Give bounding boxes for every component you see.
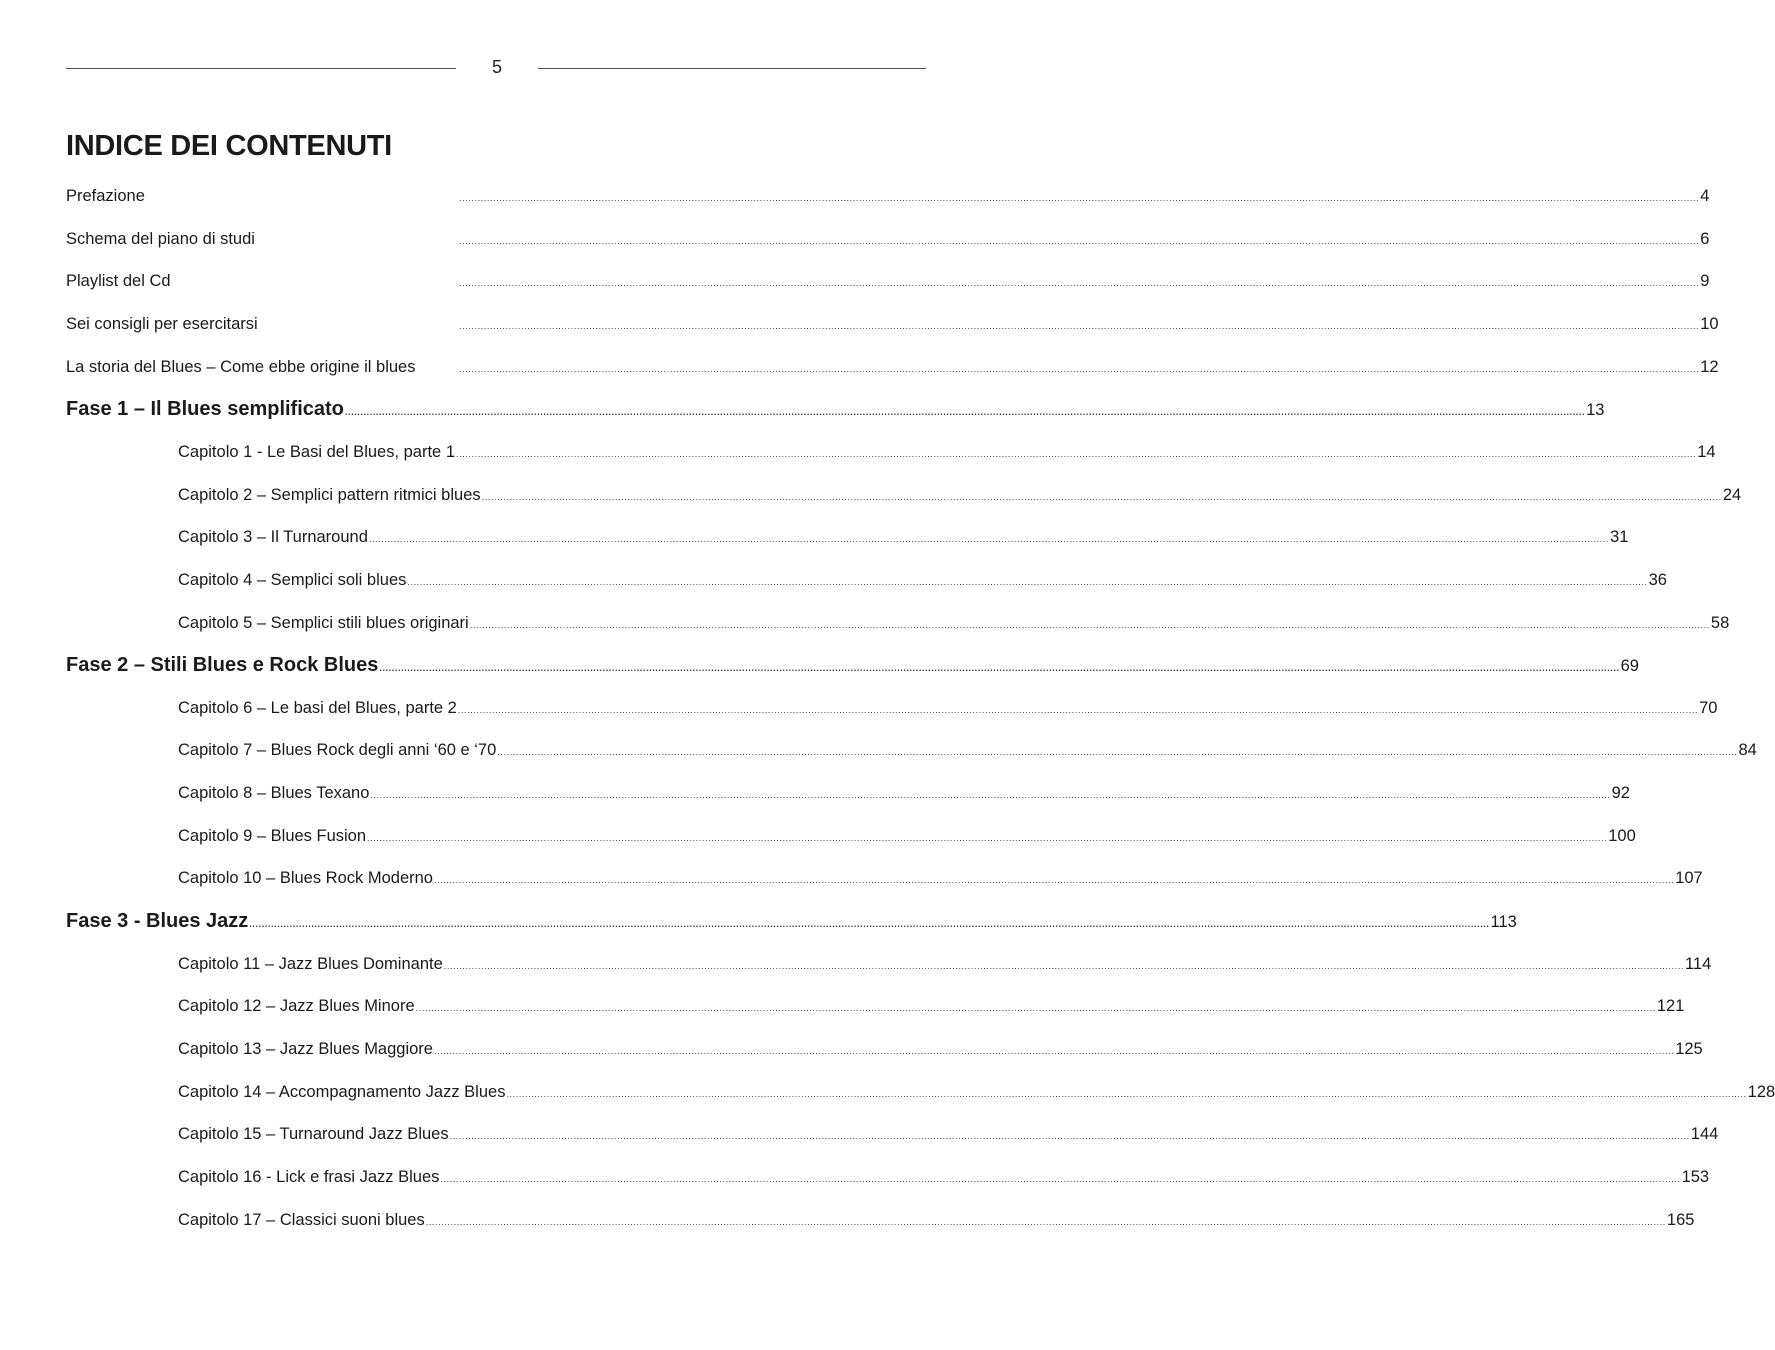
toc-entry-page-number: 165 [1666,1210,1695,1229]
page-number: 5 [491,57,502,77]
toc-entry-label: Capitolo 1 - Le Basi del Blues, parte 1 [178,442,455,461]
dot-leader: ................................................................................................................................................................................................................................................................................................................................................................................................................ [415,1003,1656,1014]
dot-leader: ................................................................................................................................................................................................................................................................................................................................................................................................................ [459,235,1700,246]
toc-entry-page-number: 58 [1710,613,1730,632]
toc-entry-chapter [178,1038,1703,1060]
toc-entry-page-number: 100 [1608,826,1636,845]
toc-entry-chapter [178,1166,1710,1188]
dot-leader: ................................................................................................................................................................................................................................................................................................................................................................................................................ [425,1216,1666,1227]
toc-entry-chapter [178,1123,1719,1145]
toc-entry-label: Schema del piano di studi [66,229,255,248]
toc-entry-page-number: 107 [1675,869,1703,888]
dot-leader: ................................................................................................................................................................................................................................................................................................................................................................................................................ [367,832,1608,843]
toc-entry-chapter [178,995,1685,1017]
toc-entry-page-number: 13 [1586,401,1605,420]
dot-leader: ................................................................................................................................................................................................................................................................................................................................................................................................................ [456,448,1697,459]
dot-leader: ................................................................................................................................................................................................................................................................................................................................................................................................................ [249,919,1490,930]
dot-leader: ................................................................................................................................................................................................................................................................................................................................................................................................................ [506,1088,1747,1099]
toc-entry-chapter [178,867,1703,889]
dot-leader: ................................................................................................................................................................................................................................................................................................................................................................................................................ [370,790,1611,801]
page-title: INDICE DEI CONTENUTI [66,130,392,162]
dot-leader: ................................................................................................................................................................................................................................................................................................................................................................................................................ [459,193,1700,203]
dot-leader: ................................................................................................................................................................................................................................................................................................................................................................................................................ [459,320,1700,331]
toc-entry-label: Capitolo 13 – Jazz Blues Maggiore [178,1040,433,1058]
toc-entry-phase [66,398,1605,421]
toc-entry-chapter [178,484,1742,506]
toc-entry-page-number: 125 [1675,1040,1703,1058]
toc-entry-label: Capitolo 15 – Turnaround Jazz Blues [178,1125,449,1144]
toc-entry-label: Capitolo 4 – Semplici soli blues [178,570,407,589]
toc-entry-page-number: 69 [1620,657,1639,676]
toc-entry-label: Capitolo 2 – Semplici pattern ritmici blues [178,485,481,504]
toc-entry-chapter [178,825,1636,847]
toc-entry-label: Prefazione [66,187,145,205]
toc-entry-label: Sei consigli per esercitarsi [66,314,258,333]
dot-leader: ................................................................................................................................................................................................................................................................................................................................................................................................................ [368,534,1610,545]
toc-entry-page-number: 31 [1610,528,1629,547]
toc-entry-phase [66,654,1639,677]
toc-entry-page-number: 113 [1490,913,1517,932]
toc-entry-page-number: 153 [1681,1167,1710,1186]
toc-entry-page-number: 92 [1611,784,1630,803]
dot-leader: ................................................................................................................................................................................................................................................................................................................................................................................................................ [497,747,1738,758]
page-header [0,0,994,100]
toc-entry-label: Capitolo 3 – Il Turnaround [178,528,368,547]
toc-entry-page-number: 4 [1700,187,1710,205]
toc-entry-page-number: 144 [1690,1125,1719,1144]
toc-entry-page-number: 70 [1699,698,1718,717]
dot-leader: ................................................................................................................................................................................................................................................................................................................................................................................................................ [449,1131,1690,1142]
toc-entry-front [66,185,1710,207]
toc-entry-label: Fase 2 – Stili Blues e Rock Blues [66,654,379,677]
toc-entry-front [66,228,1710,250]
toc-entry-page-number: 14 [1697,442,1716,461]
toc-entry-front [66,313,1719,335]
dot-leader: ................................................................................................................................................................................................................................................................................................................................................................................................................ [433,875,1675,886]
dot-leader: ................................................................................................................................................................................................................................................................................................................................................................................................................ [379,663,1620,674]
toc-entry-label: Capitolo 8 – Blues Texano [178,784,370,803]
toc-entry-label: Capitolo 10 – Blues Rock Moderno [178,869,433,888]
toc-entry-label: Fase 3 - Blues Jazz [66,910,249,933]
toc-entry-chapter [178,526,1629,548]
dot-leader: ................................................................................................................................................................................................................................................................................................................................................................................................................ [457,704,1699,715]
toc-entry-page-number: 6 [1700,229,1710,248]
toc-entry-chapter [178,441,1716,463]
toc-entry-label: La storia del Blues – Come ebbe origine il blues [66,357,416,376]
toc-entry-label: Capitolo 7 – Blues Rock degli anni ‘60 e ‘70 [178,741,497,760]
toc-entry-page-number: 114 [1684,954,1712,973]
dot-leader: ................................................................................................................................................................................................................................................................................................................................................................................................................ [481,491,1722,502]
dot-leader: ................................................................................................................................................................................................................................................................................................................................................................................................................ [407,576,1648,587]
dot-leader: ................................................................................................................................................................................................................................................................................................................................................................................................................ [443,960,1684,971]
toc-entry-chapter [178,612,1730,634]
toc-entry-chapter [178,569,1667,591]
toc-entry-label: Capitolo 12 – Jazz Blues Minore [178,997,415,1016]
toc-entry-label: Fase 1 – Il Blues semplificato [66,398,344,421]
toc-entry-page-number: 121 [1656,997,1685,1016]
toc-entry-chapter [178,782,1630,804]
toc-entry-page-number: 12 [1700,357,1719,376]
toc-entry-label: Capitolo 9 – Blues Fusion [178,826,367,845]
toc-entry-label: Capitolo 11 – Jazz Blues Dominante [178,954,443,973]
toc-entry-label: Capitolo 17 – Classici suoni blues [178,1210,425,1229]
dot-leader: ................................................................................................................................................................................................................................................................................................................................................................................................................ [433,1046,1675,1056]
toc-entry-chapter [178,953,1712,975]
dot-leader: ................................................................................................................................................................................................................................................................................................................................................................................................................ [344,407,1586,418]
toc-entry-chapter [178,739,1757,761]
toc-entry-label: Playlist del Cd [66,272,171,291]
toc-entry-chapter [178,1081,1775,1103]
toc-entry-page-number: 128 [1747,1082,1775,1101]
toc-entry-label: Capitolo 16 - Lick e frasi Jazz Blues [178,1167,440,1186]
toc-entry-label: Capitolo 14 – Accompagnamento Jazz Blues [178,1082,506,1101]
dot-leader: ................................................................................................................................................................................................................................................................................................................................................................................................................ [440,1173,1681,1184]
toc-entry-front [66,270,1710,292]
toc-entry-page-number: 10 [1700,314,1719,333]
dot-leader: ................................................................................................................................................................................................................................................................................................................................................................................................................ [459,363,1700,374]
toc-entry-page-number: 24 [1722,485,1742,504]
header-rule-right [538,68,926,69]
toc-entry-chapter [178,697,1718,719]
toc-entry-front [66,356,1719,378]
toc-entry-page-number: 36 [1648,570,1667,589]
dot-leader: ................................................................................................................................................................................................................................................................................................................................................................................................................ [459,278,1700,289]
toc-entry-page-number: 84 [1738,741,1757,760]
toc-entry-phase [66,910,1517,933]
toc-entry-chapter [178,1209,1695,1231]
dot-leader: ................................................................................................................................................................................................................................................................................................................................................................................................................ [469,619,1710,630]
toc-entry-label: Capitolo 5 – Semplici stili blues originari [178,613,469,632]
toc-entry-label: Capitolo 6 – Le basi del Blues, parte 2 [178,698,457,717]
toc-entry-page-number: 9 [1700,272,1710,291]
